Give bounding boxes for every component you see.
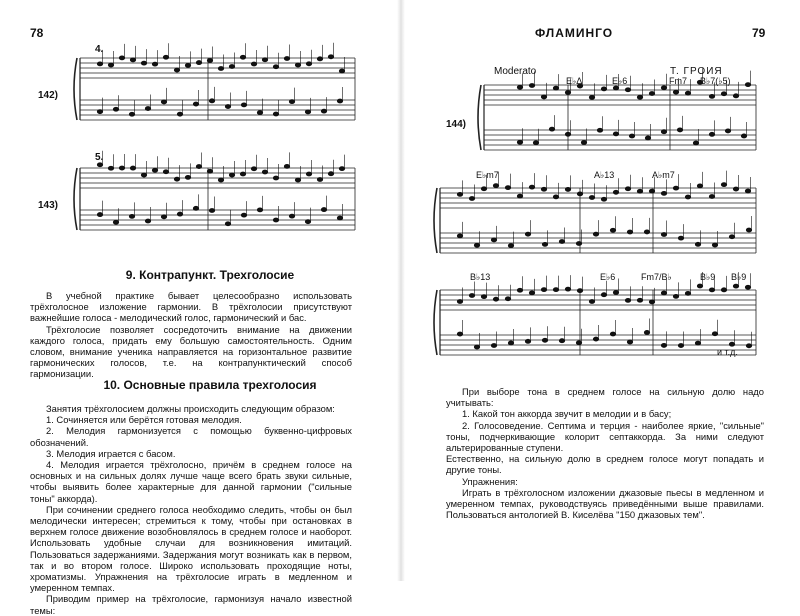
chord-symbol: E♭6 <box>612 76 628 86</box>
chord-symbol: E♭m7 <box>476 170 499 180</box>
list-item: 3. Мелодия играется с басом. <box>46 447 176 459</box>
section-9-heading: 9. Контрапункт. Трехголосие <box>125 268 295 282</box>
list-item: 2. Голосоведение. Септима и терция - наиболее яркие, "сильные" тоны, подчеркивающие колорит септаккорда. За ними следуют альтерированные ступени. <box>446 419 764 454</box>
paragraph: Играть в трёхголосном изложении джазовые пьесы в медленном и умеренном темпах, руководствуясь приведёнными выше правилами. Пользоваться антологией В. Киселёва "150 джазовых тем". <box>446 486 764 521</box>
example-label-142: 142) <box>38 90 59 101</box>
exercise-heading: Упражнения: <box>462 475 518 487</box>
list-item: 1. Сочиняется или берётся готовая мелодия. <box>46 414 242 426</box>
paragraph: Приводим пример на трёхголосие, гармонизуя начало известной темы: <box>30 593 352 616</box>
paragraph: В учебной практике бывает целесообразно использовать трёхголосное изложение гармонии. В трёхголосии присутствуют важнейшие голоса - мелодический голос, гармонический и бас. <box>30 290 352 324</box>
chord-symbol: E♭Δ <box>566 76 583 86</box>
section-10-body <box>30 403 352 616</box>
right-page-number: 79 <box>752 26 766 40</box>
chord-symbol: Fm7 <box>669 76 687 86</box>
chord-symbol: B♭7(♭5) <box>700 76 731 86</box>
chord-symbol: A♭13 <box>594 170 615 180</box>
section-9-body <box>30 290 352 380</box>
example-label-144: 144) <box>446 119 467 130</box>
chord-symbol: E♭6 <box>600 272 616 282</box>
chord-symbol: B♭9 <box>731 272 747 282</box>
list-item: 2. Мелодия гармонизуется с помощью буквенно-цифровых обозначений. <box>30 425 352 448</box>
measure-number-4: 4. <box>95 44 104 55</box>
paragraph: Трёхголосие позволяет сосредоточить внимание на движении каждого голоса, придать ему большую самостоятельность. Одним словом, внимание ученика направляется на горизонтальное развитие гармонических голосов, т.е. на контрапунктический способ гармонизации. <box>30 323 352 380</box>
paragraph: Занятия трёхголосием должны происходить следующим образом: <box>46 403 335 414</box>
piece-title: ФЛАМИНГО <box>535 26 614 40</box>
example-label-143: 143) <box>38 200 59 211</box>
paragraph: Естественно, на сильную долю в среднем голосе могут попадать и другие тоны. <box>446 453 764 476</box>
composer-name: Т. ГРОИЯ <box>670 66 723 77</box>
ending-mark: и т.д. <box>717 347 738 357</box>
paragraph: При сочинении среднего голоса необходимо следить, чтобы он был мелодически интересен; стремиться к тому, чтобы при остановках в верхнем голосе движение возобновлялось в среднем голосе и наоборот. Использовать удобные случаи для возникновения имитаций. Пользоваться задержаниями. Задержания могут возникать как в первом, так и во втором голосе. Широко использовать проходящие ноты, хроматизмы. Упражнения на трёхголосие играть в медленном и умеренном темпах. <box>30 503 352 594</box>
chord-symbol: B♭13 <box>470 272 491 282</box>
measure-number-5: 5. <box>95 152 104 163</box>
chord-symbol: B♭9 <box>700 272 716 282</box>
tempo-marking: Moderato <box>494 66 537 77</box>
paragraph: При выборе тона в среднем голосе на сильную долю надо учитывать: <box>446 386 764 409</box>
section-10-heading: 10. Основные правила трехголосия <box>103 378 317 392</box>
right-page-body <box>446 386 764 520</box>
list-item: 4. Мелодия играется трёхголосно, причём в среднем голосе на основных и на сильных долях лучше чаще всего брать звуки сильные, чтобы выявить более характерные для данной гармонии ("сильные тоны" аккорда). <box>30 459 352 504</box>
list-item: 1. Какой тон аккорда звучит в мелодии и в басу; <box>462 408 672 420</box>
chord-symbol: A♭m7 <box>652 170 675 180</box>
chord-symbol: Fm7/B♭ <box>641 272 672 282</box>
left-page-number: 78 <box>30 26 44 40</box>
